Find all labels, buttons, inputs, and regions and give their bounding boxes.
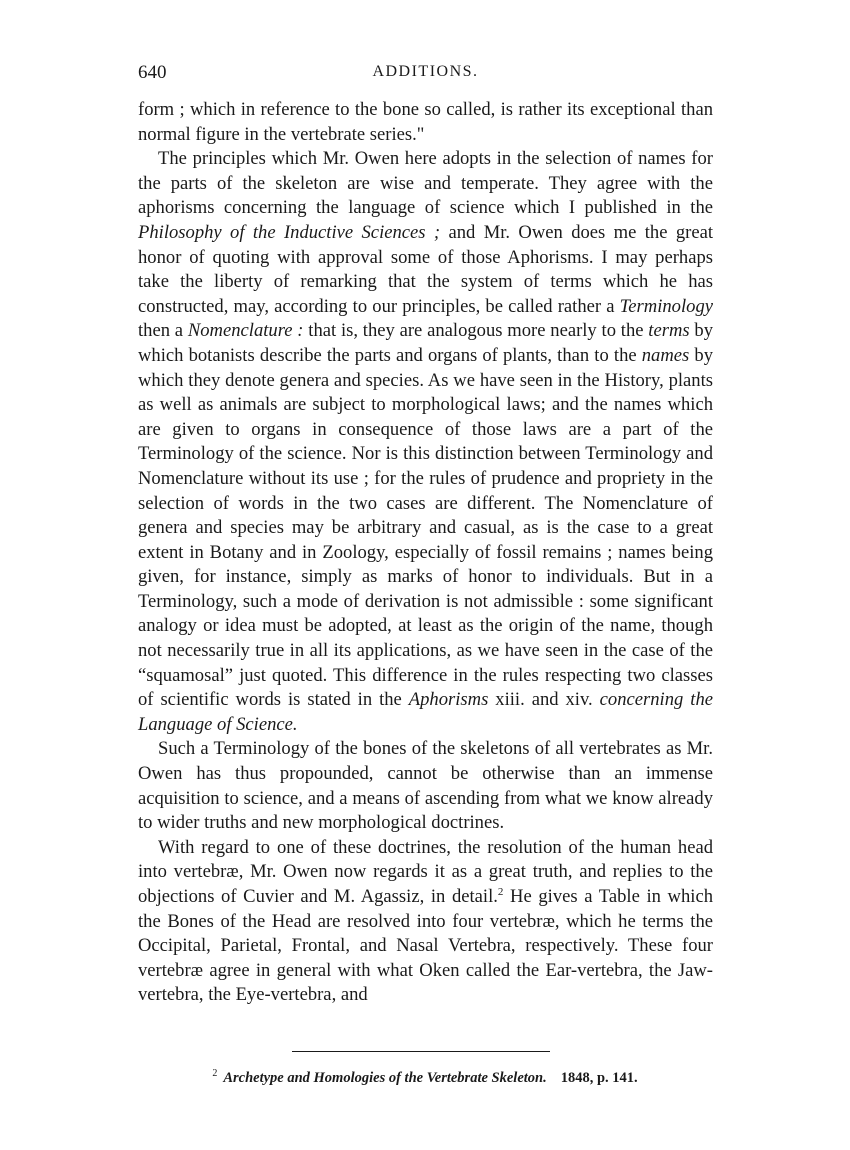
footnote bbox=[0, 1068, 850, 1087]
running-head: ADDITIONS. bbox=[372, 63, 479, 80]
paragraph-2 bbox=[138, 147, 713, 737]
paragraph-4-text-b: He gives a Table in which the Bones of the Head are resolved into four vertebræ, which he terms the Occipital, Parietal, Frontal, and Nasal Vertebra, respectively. These four vertebræ agree in general with what Oken called the Ear-vertebra, the Jaw-vertebra, the Eye-vertebra, and bbox=[138, 886, 713, 1006]
book-title-italic: Philosophy of the Inductive Sciences ; bbox=[138, 221, 441, 243]
term-names-italic: names bbox=[641, 344, 690, 366]
aphorisms-italic: Aphorisms bbox=[408, 689, 489, 711]
footnote-separator bbox=[292, 1051, 550, 1052]
footnote-marker: 2 bbox=[212, 1068, 218, 1079]
footnote-title: Archetype and Homologies of the Vertebrate Skeleton. bbox=[223, 1069, 547, 1086]
paragraph-2-text-g: xiii. and xiv. bbox=[488, 689, 600, 711]
paragraph-2-text-a: The principles which Mr. Owen here adopts in the selection of names for the parts of the skeleton are wise and temperate. They agree with the aphorisms concerning the language of science which I published in the bbox=[138, 148, 713, 219]
paragraph-2-text-e: by which botanists describe the parts and organs of plants, than to the bbox=[138, 320, 714, 366]
paragraph-4-text-a: With regard to one of these doctrines, the resolution of the human head into vertebræ, Mr. Owen now regards it as a great truth, and replies to the objections of Cuvier and M. Agassiz, in detail. bbox=[138, 836, 713, 907]
body-text bbox=[138, 98, 713, 1008]
paragraph-2-text-d: that is, they are analogous more nearly to the bbox=[303, 320, 649, 342]
paragraph-2-text-b: and Mr. Owen does me the great honor of quoting with approval some of those Aphorisms. I may perhaps take the liberty of remarking that the system of terms which he has constructed, may, according to our principles, be called rather a bbox=[138, 221, 713, 317]
paragraph-2-text-c: then a bbox=[138, 320, 188, 342]
page-header bbox=[138, 62, 713, 88]
paragraph-3-text: Such a Terminology of the bones of the skeletons of all vertebrates as Mr. Owen has thus propounded, cannot be otherwise than an immense acquisition to science, and a means of ascending from what we know already to wider truths and new morphological doctrines. bbox=[138, 738, 713, 834]
paragraph-4 bbox=[138, 836, 713, 1008]
footnote-reference[interactable]: 2 bbox=[497, 885, 504, 898]
page-number: 640 bbox=[138, 62, 167, 83]
footnote-year: 1848, p. 141. bbox=[560, 1069, 638, 1086]
term-nomenclature-italic: Nomenclature : bbox=[187, 320, 304, 342]
paragraph-3 bbox=[138, 737, 713, 835]
paragraph-1 bbox=[138, 98, 713, 147]
term-terminology-italic: Terminology bbox=[619, 295, 713, 317]
paragraph-2-text-f: by which they denote genera and species. As we have seen in the History, plants as well as animals are subject to morphological laws; and the names which are given to organs in consequence of those laws are a part of the Terminology of the science. Nor is this distinction between Terminology and Nomenclature without its use ; for the rules of prudence and propriety in the selection of words in the two cases are different. The Nomenclature of genera and species may be arbitrary and casual, as is the case to a great extent in Botany and in Zoology, especially of fossil remains ; names being given, for instance, simply as marks of honor to individuals. But in a Terminology, such a mode of derivation is not admissible : some significant analogy or idea must be adopted, at least as the origin of the name, though not necessarily true in all its applications, as we have seen in the case of the “squamosal” just quoted. This difference in the rules respecting two classes of scientific words is stated in the bbox=[138, 344, 713, 711]
language-of-science-italic: concerning the Language of Science. bbox=[138, 689, 713, 735]
term-terms-italic: terms bbox=[648, 320, 690, 342]
paragraph-1-text: form ; which in reference to the bone so called, is rather its exceptional than normal figure in the vertebrate series." bbox=[138, 99, 713, 145]
